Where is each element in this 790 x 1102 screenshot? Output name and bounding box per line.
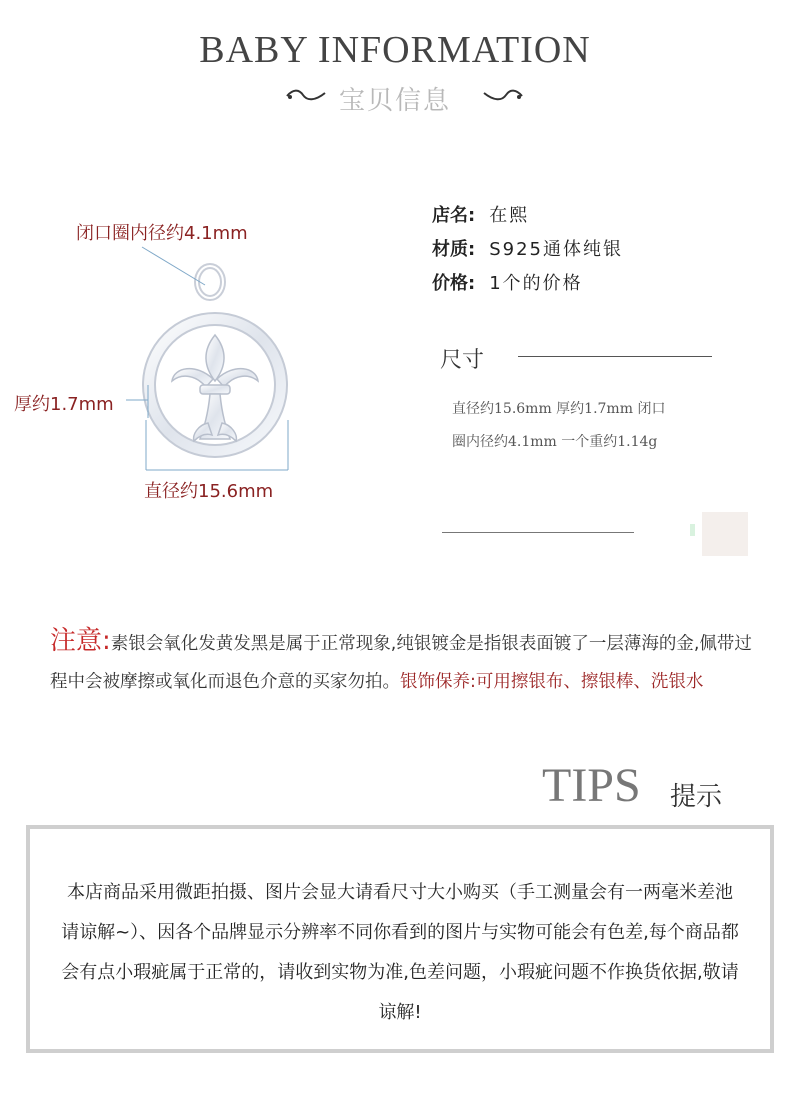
info-material-label: 材质: [432, 239, 476, 260]
size-title: 尺寸 [440, 348, 485, 373]
info-shop-value: 在熙 [489, 205, 530, 226]
info-material-value: S925通体纯银 [489, 239, 623, 260]
notice-care: 银饰保养:可用擦银布、擦银棒、洗银水 [400, 672, 704, 692]
page-title: BABY INFORMATION [199, 29, 591, 71]
decorative-color-swatch [702, 512, 748, 556]
diameter-annotation: 直径约15.6mm [144, 481, 274, 502]
info-shop [432, 201, 529, 227]
page-subtitle: 宝贝信息 [338, 86, 451, 116]
info-price [432, 269, 583, 295]
notice-label: 注意: [50, 626, 111, 656]
thickness-annotation: 厚约1.7mm [14, 394, 114, 415]
size-title-rule [518, 356, 712, 357]
decorative-green-dot [690, 524, 695, 536]
notice-body: 素银会氧化发黄发黑是属于正常现象,纯银镀金是指银表面镀了一层薄海的金,佩带过程中会被摩擦或氧化而退色介意的买家勿拍。 [50, 634, 752, 692]
inner-diameter-annotation: 闭口圈内径约4.1mm [76, 223, 248, 244]
info-shop-label: 店名: [432, 205, 476, 226]
size-desc-line1: 直径约15.6mm 厚约1.7mm 闭口 [452, 401, 666, 417]
right-swirl-ornament-icon [482, 88, 524, 102]
info-price-value: 1个的价格 [489, 273, 583, 294]
tips-box [26, 825, 774, 1053]
size-bottom-rule [442, 532, 634, 533]
tips-title: TIPS [542, 759, 641, 812]
annotation-leader-lines [0, 0, 430, 520]
tips-text: 本店商品采用微距拍摄、图片会显大请看尺寸大小购买（手工测量会有一两毫米差池请谅解~）、因各个品牌显示分辨率不同你看到的图片与实物可能会有色差,每个商品都会有点小瑕疵属于正常的，请收到实物为准,色差问题，小瑕疵问题不作换货依据,敬请谅解! [61, 882, 739, 1023]
tips-subtitle: 提示 [670, 782, 723, 812]
notice-paragraph [50, 622, 760, 701]
info-material [432, 235, 623, 261]
info-price-label: 价格: [432, 273, 476, 294]
size-desc-line2: 圈内径约4.1mm 一个重约1.14g [452, 434, 658, 450]
